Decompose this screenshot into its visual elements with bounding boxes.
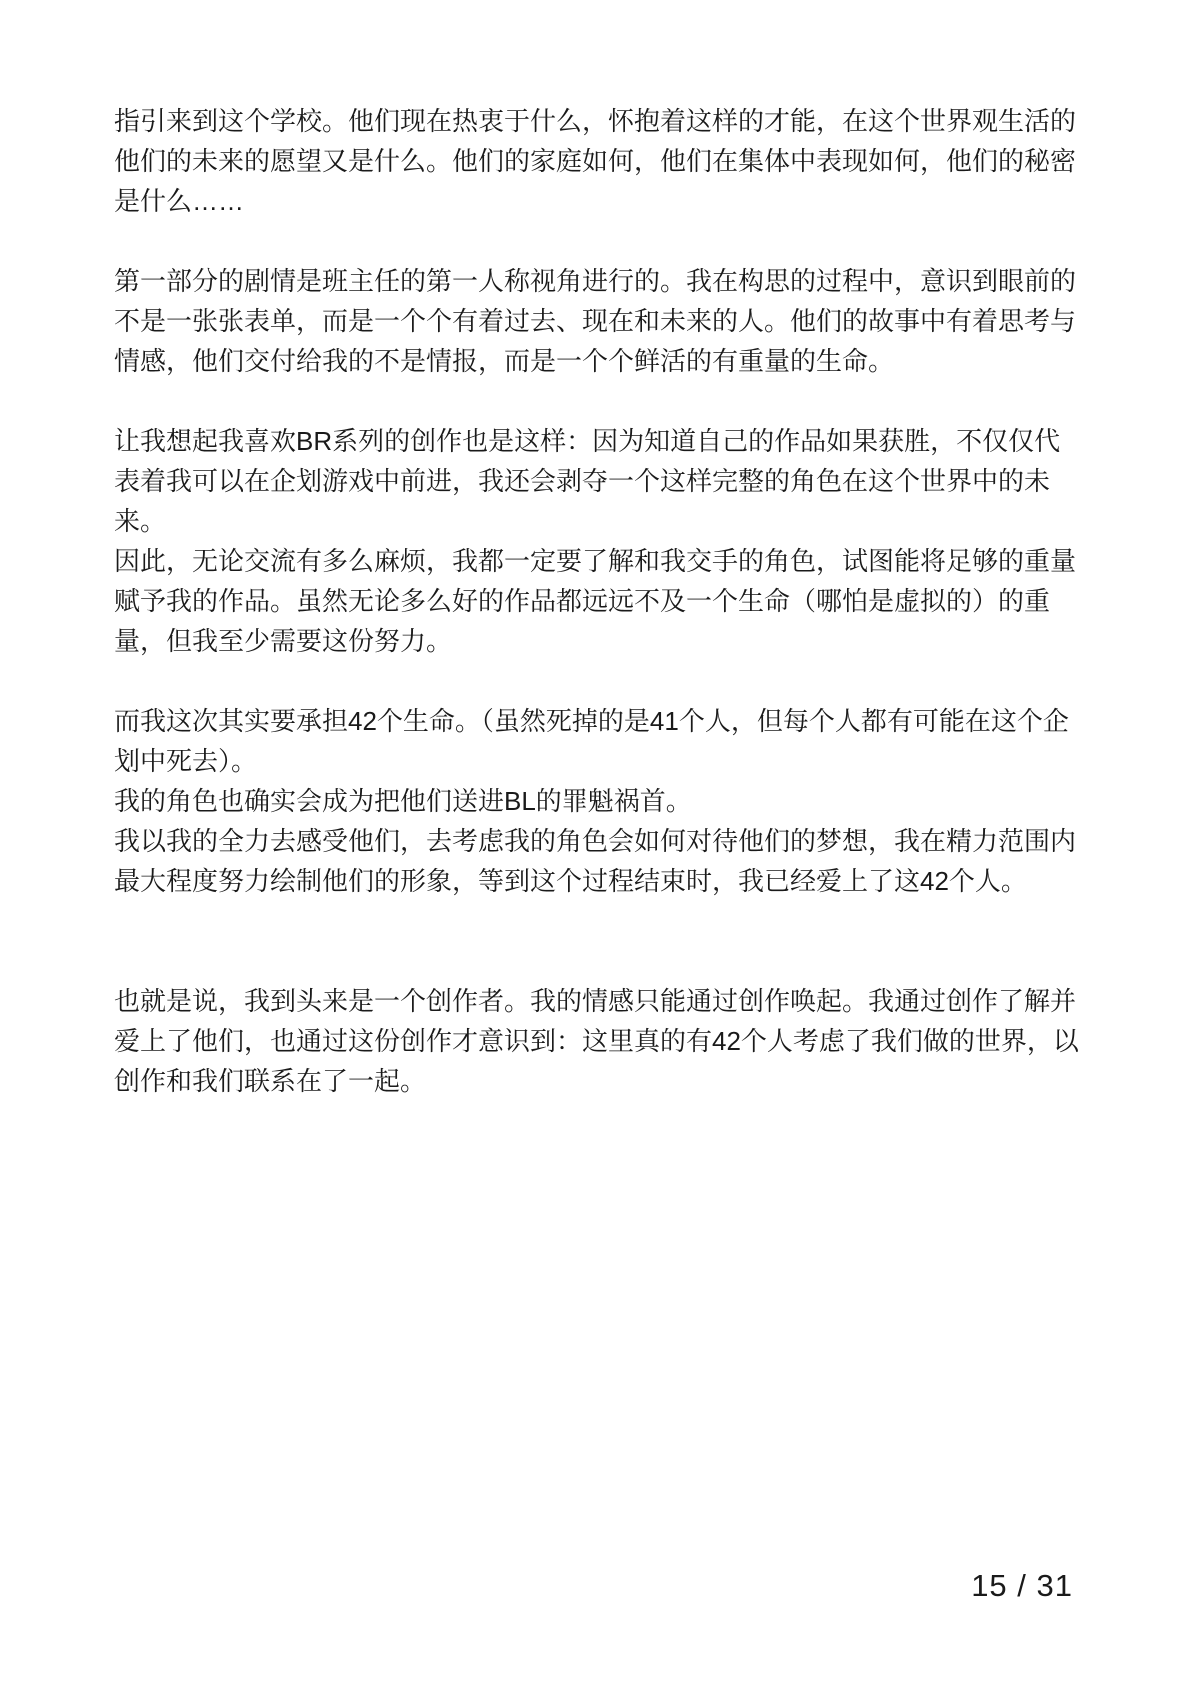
paragraph: 而我这次其实要承担42个生命。（虽然死掉的是41个人，但每个人都有可能在这个企划中死去）。: [114, 706, 1069, 776]
paragraph: 第一部分的剧情是班主任的第一人称视角进行的。我在构思的过程中，意识到眼前的不是一张张表单，而是一个个有着过去、现在和未来的人。他们的故事中有着思考与情感，他们交付给我的不是情报，而是一个个鲜活的有重量的生命。: [114, 266, 1077, 376]
paragraph: 让我想起我喜欢BR系列的创作也是这样：因为知道自己的作品如果获胜，不仅仅代表着我可以在企划游戏中前进，我还会剥夺一个这样完整的角色在这个世界中的未来。: [114, 426, 1061, 536]
paragraph: 也就是说，我到头来是一个创作者。我的情感只能通过创作唤起。我通过创作了解并爱上了他们，也通过这份创作才意识到：这里真的有42个人考虑了我们做的世界，以创作和我们联系在了一起。: [114, 986, 1079, 1096]
paragraph: 我的角色也确实会成为把他们送进BL的罪魁祸首。: [114, 786, 692, 816]
paragraph: 因此，无论交流有多么麻烦，我都一定要了解和我交手的角色，试图能将足够的重量赋予我的作品。虽然无论多么好的作品都远远不及一个生命（哪怕是虚拟的）的重量，但我至少需要这份努力。: [114, 546, 1077, 656]
paragraph: 我以我的全力去感受他们，去考虑我的角色会如何对待他们的梦想，我在精力范围内最大程度努力绘制他们的形象，等到这个过程结束时，我已经爱上了这42个人。: [114, 826, 1077, 896]
page-number: 15 / 31: [971, 1568, 1073, 1603]
paragraph: 指引来到这个学校。他们现在热衷于什么，怀抱着这样的才能，在这个世界观生活的他们的未来的愿望又是什么。他们的家庭如何，他们在集体中表现如何，他们的秘密是什么……: [114, 106, 1077, 216]
document-body-text: [114, 101, 1079, 1101]
